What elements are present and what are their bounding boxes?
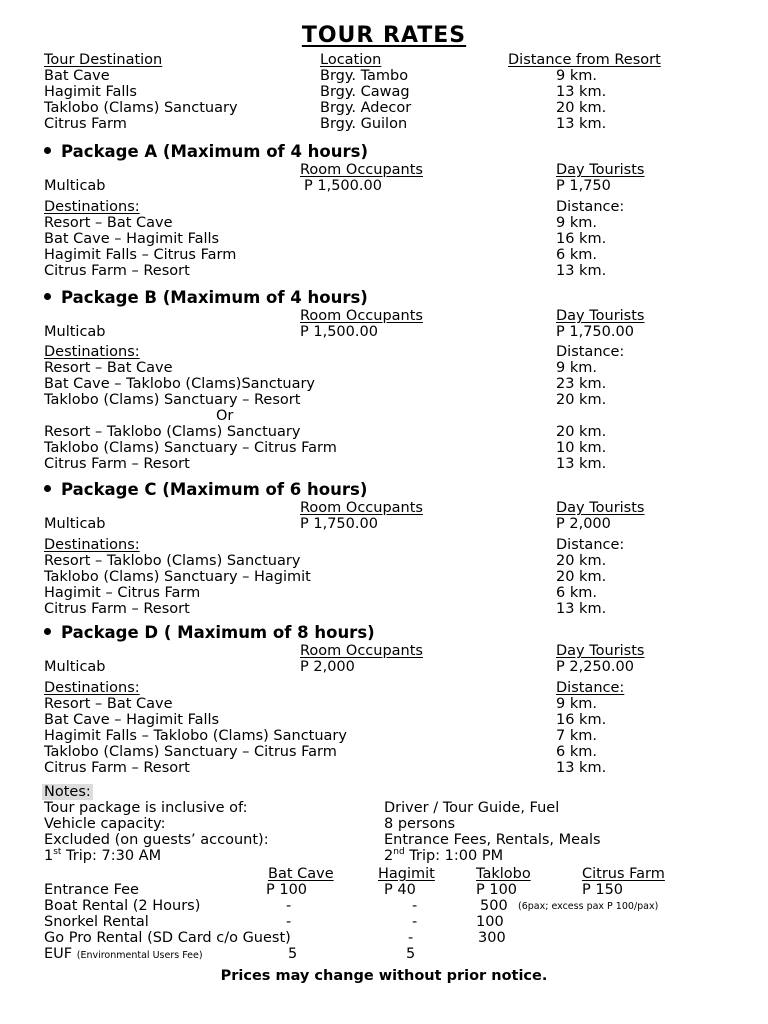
fee-value: 5 [288,946,298,962]
fee-value: 500 [480,898,508,914]
destination-location: Brgy. Guilon [320,116,408,132]
fee-value: - [286,898,292,914]
route-distance: 23 km. [556,376,607,392]
route-name: Citrus Farm – Resort [44,601,190,617]
room-occupants-price: P 1,500.00 [300,324,378,340]
route-distance: 7 km. [556,728,597,744]
day-tourists-price: P 1,750.00 [556,324,634,340]
note-label: Excluded (on guests’ account): [44,832,269,848]
destinations-label: Destinations: [44,344,140,360]
fee-value: P 100 [476,882,518,898]
route-distance: 13 km. [556,601,607,617]
destination-location: Brgy. Cawag [320,84,410,100]
fees-header-taklobo: Taklobo [476,866,531,882]
route-distance: 9 km. [556,696,597,712]
fee-value: P 40 [384,882,416,898]
vehicle-label: Multicab [44,659,106,675]
distance-label: Distance: [556,344,625,360]
route-name: Hagimit – Citrus Farm [44,585,201,601]
vehicle-label: Multicab [44,178,106,194]
destinations-label: Destinations: [44,680,140,696]
destination-name: Bat Cave [44,68,110,84]
notes-label: Notes: [44,784,91,800]
route-distance: 13 km. [556,263,607,279]
route-name: Bat Cave – Taklobo (Clams)Sanctuary [44,376,316,392]
route-name: Taklobo (Clams) Sanctuary – Hagimit [44,569,311,585]
bullet-icon [44,485,51,492]
route-name: Resort – Taklobo (Clams) Sanctuary [44,553,301,569]
route-distance: 9 km. [556,360,597,376]
route-name: Hagimit Falls – Citrus Farm [44,247,237,263]
route-name: Bat Cave – Hagimit Falls [44,712,220,728]
route-name: Bat Cave – Hagimit Falls [44,231,220,247]
fee-row-label: Boat Rental (2 Hours) [44,898,201,914]
room-occupants-label: Room Occupants [300,500,423,516]
bullet-icon [44,147,51,154]
fee-row-label: EUF (Environmental Users Fee) [44,946,203,962]
fee-value: - [408,930,414,946]
header-location: Location [320,52,382,68]
day-tourists-price: P 1,750 [556,178,611,194]
package-c-heading: Package C (Maximum of 6 hours) [44,480,367,500]
route-or-separator: Or [216,408,234,424]
first-trip-time: 1st Trip: 7:30 AM [44,847,162,864]
route-distance: 20 km. [556,392,607,408]
route-name: Taklobo (Clams) Sanctuary – Citrus Farm [44,744,337,760]
fee-value: 5 [406,946,416,962]
route-name: Resort – Bat Cave [44,215,173,231]
day-tourists-price: P 2,250.00 [556,659,634,675]
destination-location: Brgy. Tambo [320,68,409,84]
room-occupants-label: Room Occupants [300,162,423,178]
note-value: 8 persons [384,816,456,832]
note-value: Driver / Tour Guide, Fuel [384,800,560,816]
destination-distance: 13 km. [556,116,607,132]
destination-name: Hagimit Falls [44,84,137,100]
note-label: Vehicle capacity: [44,816,166,832]
route-distance: 6 km. [556,585,597,601]
destination-distance: 9 km. [556,68,597,84]
room-occupants-price: P 1,750.00 [300,516,378,532]
bullet-icon [44,628,51,635]
route-name: Resort – Bat Cave [44,696,173,712]
header-tour-destination: Tour Destination [44,52,163,68]
second-trip-time: 2nd Trip: 1:00 PM [384,847,504,864]
bullet-icon [44,293,51,300]
fee-value: - [412,914,418,930]
route-distance: 16 km. [556,231,607,247]
fee-value: P 150 [582,882,624,898]
route-distance: 9 km. [556,215,597,231]
destination-distance: 20 km. [556,100,607,116]
room-occupants-price: P 2,000 [300,659,355,675]
fee-row-label: Entrance Fee [44,882,139,898]
distance-label: Distance: [556,199,625,215]
package-b-heading: Package B (Maximum of 4 hours) [44,288,368,308]
fees-header-citrus-farm: Citrus Farm [582,866,665,882]
page-title: TOUR RATES [301,23,467,48]
vehicle-label: Multicab [44,324,106,340]
route-distance: 13 km. [556,456,607,472]
route-name: Taklobo (Clams) Sanctuary – Citrus Farm [44,440,337,456]
fee-value: P 100 [266,882,308,898]
fee-value: 100 [476,914,504,930]
footer-disclaimer: Prices may change without prior notice. [220,968,548,984]
route-name: Hagimit Falls – Taklobo (Clams) Sanctuary [44,728,347,744]
route-distance: 20 km. [556,553,607,569]
package-a-heading: Package A (Maximum of 4 hours) [44,142,368,162]
fee-value: - [412,898,418,914]
day-tourists-label: Day Tourists [556,162,645,178]
day-tourists-price: P 2,000 [556,516,611,532]
route-name: Citrus Farm – Resort [44,263,190,279]
destinations-label: Destinations: [44,537,140,553]
day-tourists-label: Day Tourists [556,643,645,659]
header-distance-from-resort: Distance from Resort [508,52,661,68]
route-name: Taklobo (Clams) Sanctuary – Resort [44,392,301,408]
destination-distance: 13 km. [556,84,607,100]
route-name: Citrus Farm – Resort [44,760,190,776]
route-distance: 6 km. [556,744,597,760]
note-label: Tour package is inclusive of: [44,800,248,816]
boat-rental-note: (6pax; excess pax P 100/pax) [518,901,659,912]
distance-label: Distance: [556,680,625,696]
note-value: Entrance Fees, Rentals, Meals [384,832,601,848]
fees-header-hagimit: Hagimit [378,866,435,882]
vehicle-label: Multicab [44,516,106,532]
route-distance: 16 km. [556,712,607,728]
route-distance: 20 km. [556,424,607,440]
route-distance: 20 km. [556,569,607,585]
route-name: Resort – Bat Cave [44,360,173,376]
route-name: Citrus Farm – Resort [44,456,190,472]
room-occupants-price: P 1,500.00 [304,178,382,194]
route-distance: 13 km. [556,760,607,776]
route-distance: 10 km. [556,440,607,456]
route-name: Resort – Taklobo (Clams) Sanctuary [44,424,301,440]
fees-header-bat-cave: Bat Cave [268,866,334,882]
destination-location: Brgy. Adecor [320,100,412,116]
room-occupants-label: Room Occupants [300,308,423,324]
destination-name: Taklobo (Clams) Sanctuary [44,100,238,116]
day-tourists-label: Day Tourists [556,500,645,516]
fee-row-label: Go Pro Rental (SD Card c/o Guest) [44,930,291,946]
distance-label: Distance: [556,537,625,553]
fee-row-label: Snorkel Rental [44,914,149,930]
fee-value: - [286,914,292,930]
fee-value: 300 [478,930,506,946]
day-tourists-label: Day Tourists [556,308,645,324]
destination-name: Citrus Farm [44,116,127,132]
destinations-label: Destinations: [44,199,140,215]
package-d-heading: Package D ( Maximum of 8 hours) [44,623,375,643]
route-distance: 6 km. [556,247,597,263]
room-occupants-label: Room Occupants [300,643,423,659]
